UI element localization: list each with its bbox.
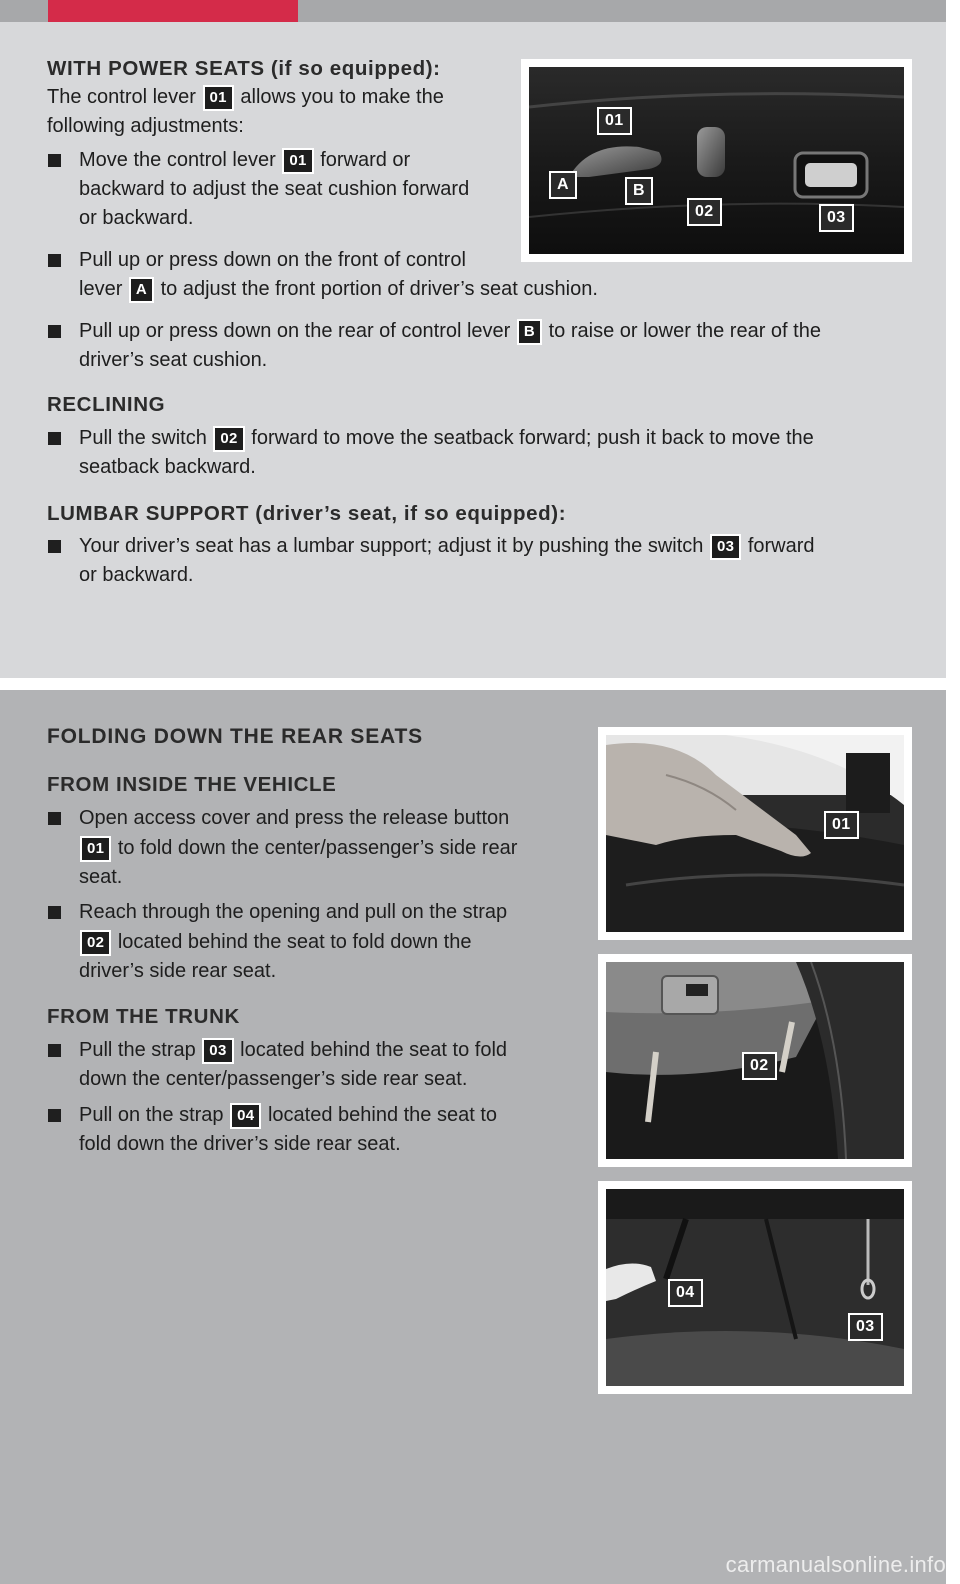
inside-bullet2-line2: [79, 928, 471, 957]
release-button-photo: [606, 735, 904, 932]
text-fragment: Move the control lever: [79, 149, 276, 171]
text-fragment: to fold down the center/passenger’s side rear: [117, 837, 518, 859]
bullet-square-icon: [48, 906, 61, 919]
inside-bullet2-line3: driver’s side rear seat.: [79, 960, 277, 982]
inside-bullet1-line3: seat.: [79, 866, 123, 888]
lumbar-heading: LUMBAR SUPPORT (driver’s seat, if so equipped):: [47, 502, 567, 525]
label-badge-03: 03: [712, 536, 739, 558]
text-fragment: located behind the seat to fold down the: [117, 931, 472, 953]
strap-photo-frame: [598, 954, 912, 1167]
text-fragment: forward to move the seatback forward; push it back to move the: [251, 427, 814, 449]
trunk-bullet1-line1: [79, 1036, 507, 1065]
power-seats-bullet2-line1: Pull up or press down on the front of control: [79, 249, 466, 271]
text-fragment: allows you to make the: [240, 86, 444, 108]
callout-02: 02: [742, 1052, 777, 1080]
bullet-square-icon: [48, 432, 61, 445]
label-badge-02: 02: [82, 932, 109, 954]
text-fragment: Pull on the strap: [79, 1104, 224, 1126]
seat-controls-photo-frame: [521, 59, 912, 262]
power-seats-bullet1-line1: [79, 146, 410, 175]
power-seats-intro-line2: following adjustments:: [47, 115, 244, 137]
accent-tab: [48, 0, 298, 22]
label-badge-02: 02: [215, 428, 242, 450]
lumbar-bullet1-line2: or backward.: [79, 564, 194, 586]
callout-03: 03: [848, 1313, 883, 1341]
bullet-square-icon: [48, 254, 61, 267]
folding-heading: FOLDING DOWN THE REAR SEATS: [47, 725, 423, 748]
release-button-illustration: [606, 735, 904, 932]
lumbar-bullet1-line1: [79, 532, 815, 561]
trunk-illustration: [606, 1189, 904, 1386]
release-button-photo-frame: [598, 727, 912, 940]
strap-photo: [606, 962, 904, 1159]
bullet-square-icon: [48, 812, 61, 825]
callout-01: 01: [597, 107, 632, 135]
inside-bullet1-line1: Open access cover and press the release button: [79, 807, 510, 829]
text-fragment: forward or: [320, 149, 411, 171]
label-badge-a: A: [131, 279, 152, 301]
text-fragment: Your driver’s seat has a lumbar support; adjust it by pushing the switch: [79, 535, 704, 557]
power-seats-heading: WITH POWER SEATS (if so equipped):: [47, 57, 441, 80]
trunk-bullet1-line2: down the center/passenger’s side rear seat.: [79, 1068, 468, 1090]
text-fragment: Pull the switch: [79, 427, 207, 449]
trunk-bullet2-line2: fold down the driver’s side rear seat.: [79, 1133, 401, 1155]
text-fragment: located behind the seat to fold: [240, 1039, 508, 1061]
label-badge-b: B: [519, 321, 540, 343]
text-fragment: lever: [79, 278, 123, 300]
label-badge-04: 04: [232, 1105, 259, 1127]
bullet-square-icon: [48, 1109, 61, 1122]
power-seats-bullet3-line1: [79, 317, 821, 346]
text-fragment: The control lever: [47, 86, 196, 108]
trunk-photo: [606, 1189, 904, 1386]
callout-03: 03: [819, 204, 854, 232]
power-seats-bullet1-line2: backward to adjust the seat cushion forward: [79, 178, 470, 200]
callout-a: A: [549, 171, 577, 199]
watermark: carmanualsonline.info: [725, 1552, 946, 1577]
text-fragment: located behind the seat to: [267, 1104, 498, 1126]
callout-b: B: [625, 177, 653, 205]
bullet-square-icon: [48, 154, 61, 167]
callout-04: 04: [668, 1279, 703, 1307]
callout-02: 02: [687, 198, 722, 226]
label-badge-01: 01: [205, 87, 232, 109]
bullet-square-icon: [48, 325, 61, 338]
label-badge-01: 01: [284, 150, 311, 172]
reclining-bullet1-line2: seatback backward.: [79, 456, 256, 478]
label-badge-03: 03: [204, 1040, 231, 1062]
text-fragment: Pull the strap: [79, 1039, 196, 1061]
trunk-bullet2-line1: [79, 1101, 497, 1130]
bullet-square-icon: [48, 540, 61, 553]
trunk-photo-frame: [598, 1181, 912, 1394]
reclining-heading: RECLINING: [47, 393, 166, 416]
top-bar: [0, 0, 946, 22]
inside-bullet2-line1: Reach through the opening and pull on the strap: [79, 901, 508, 923]
seat-controls-photo: [529, 67, 904, 254]
power-seats-bullet1-line3: or backward.: [79, 207, 194, 229]
callout-01: 01: [824, 811, 859, 839]
text-fragment: Pull up or press down on the rear of control lever: [79, 320, 511, 342]
inside-bullet1-line2: [79, 834, 517, 863]
power-seats-bullet2-line2: [79, 275, 598, 304]
power-seats-intro-line1: [47, 83, 444, 112]
bullet-square-icon: [48, 1044, 61, 1057]
text-fragment: forward: [747, 535, 815, 557]
inside-vehicle-heading: FROM INSIDE THE VEHICLE: [47, 773, 337, 796]
power-seats-bullet3-line2: driver’s seat cushion.: [79, 349, 268, 371]
text-fragment: to raise or lower the rear of the: [548, 320, 821, 342]
label-badge-01: 01: [82, 838, 109, 860]
reclining-bullet1-line1: [79, 424, 814, 453]
text-fragment: to adjust the front portion of driver’s seat cushion.: [160, 278, 598, 300]
from-trunk-heading: FROM THE TRUNK: [47, 1005, 240, 1028]
